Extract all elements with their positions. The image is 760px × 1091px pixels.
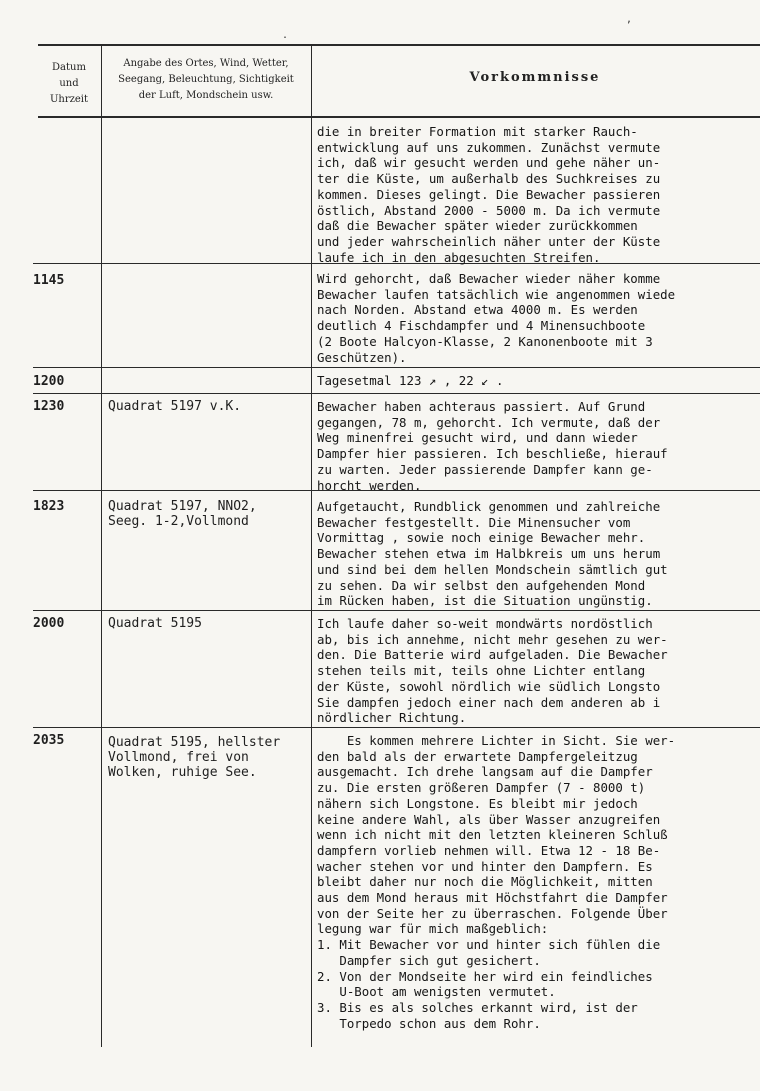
entry-text: Bewacher haben achteraus passiert. Auf Grund gegangen, 78 m, gehorcht. Ich vermute, daß der Weg minenfrei gesucht wird, und dann wieder Dampfer hier passieren. Ich beschließe, hierauf zu warten. Jeder passierende Dampfer kann ge- horcht werden. [317, 399, 668, 493]
entry-separator [33, 610, 760, 611]
header-place-label: Angabe des Ortes, Wind, Wetter, Seegang, Beleuchtung, Sichtigkeit der Luft, Mondschein usw. [118, 58, 294, 101]
header-top-rule [38, 44, 760, 46]
entry-text: Tagesetmal 123 ↗ , 22 ↙ . [317, 373, 504, 388]
entry-text: Ich laufe daher so-weit mondwärts nordöstlich ab, bis ich annehme, nicht mehr gesehen zu wer- den. Die Batterie wird aufgeladen. Die Bewacher stehen teils mit, teils ohne Lichter entlang der Küste, sowohl nördlich wie südlich Longsto Sie dampfen jedoch einer nach dem anderen ab i nördlicher Richtung. [317, 616, 668, 726]
column-divider-2 [311, 44, 312, 1047]
entry-time: 1200 [33, 374, 65, 389]
entry-time: 2035 [33, 733, 65, 748]
entry-place: Quadrat 5197, NNO2, Seeg. 1-2,Vollmond [108, 499, 257, 529]
entry-place: Quadrat 5197 v.K. [108, 399, 242, 414]
handwritten-mark: . [282, 30, 289, 41]
entry-text: Wird gehorcht, daß Bewacher wieder näher komme Bewacher laufen tatsächlich wie angenommen wiede nach Norden. Abstand etwa 4000 m. Es werden deutlich 4 Fischdampfer und 4 Minensuchboote (2 Boote Halcyon-Klasse, 2 Kanonenboote mit 3 Geschützen). [317, 271, 676, 365]
entry-time: 2000 [33, 616, 65, 631]
column-divider-1 [101, 44, 102, 1047]
entry-separator [33, 393, 760, 394]
entry-time: 1230 [33, 399, 65, 414]
handwritten-mark: , [626, 14, 633, 25]
header-events-label: Vorkommnisse [469, 70, 601, 85]
entry-place: Quadrat 5195, hellster Vollmond, frei von Wolken, ruhige See. [108, 735, 281, 780]
header-bottom-rule [38, 116, 760, 118]
entry-separator [33, 367, 760, 368]
entry-time: 1145 [33, 273, 65, 288]
entry-text: die in breiter Formation mit starker Rauch- entwicklung auf uns zukommen. Zunächst vermute ich, daß wir gesucht werden und gehe näher un- ter die Küste, um außerhalb des Suchkreises zu kommen. Dieses gelingt. Die Bewacher passieren östlich, Abstand 2000 - 5000 m. Da ich vermute daß die Bewacher später wieder zurückkommen und jeder wahrscheinlich näher unter der Küste laufe ich in den abgesuchten Streifen. [317, 124, 661, 265]
entry-text: Es kommen mehrere Lichter in Sicht. Sie wer- den bald als der erwartete Dampfergeleitzug ausgemacht. Ich drehe langsam auf die Dampfer zu. Die ersten größeren Dampfer (7 - 8000 t) nähern sich Longstone. Es bleibt mir jedoch keine andere Wahl, als über Wasser anzugreifen wenn ich nicht mit den letzten kleineren Schluß dampfern vorlieb nehmen will. Etwa 12 - 18 Be- wacher stehen vor und hinter den Dampfern. Es bleibt daher nur noch die Möglichkeit, mitten aus dem Mond heraus mit Höchstfahrt die Dampfer von der Seite her zu überraschen. Folgende Über legung war für mich maßgeblich: 1. Mit Bewacher vor und hinter sich fühlen die Dampfer sich gut gesichert. 2. Von der Mondseite her wird ein feindliches U-Boot am wenigsten vermutet. 3. Bis es als solches erkannt wird, ist der Torpedo schon aus dem Rohr. [317, 733, 676, 1031]
entry-text: Aufgetaucht, Rundblick genommen und zahlreiche Bewacher festgestellt. Die Minensucher vom Vormittag , sowie noch einige Bewacher mehr. Bewacher stehen etwa im Halbkreis um uns herum und sind bei dem hellen Mondschein sämtlich gut zu sehen. Da wir selbst den aufgehenden Mond im Rücken haben, ist die Situation ungünstig. [317, 499, 668, 609]
entry-time: 1823 [33, 499, 65, 514]
entry-place: Quadrat 5195 [108, 616, 202, 631]
header-date-label: Datum und Uhrzeit [49, 62, 89, 105]
entry-separator [33, 727, 760, 728]
